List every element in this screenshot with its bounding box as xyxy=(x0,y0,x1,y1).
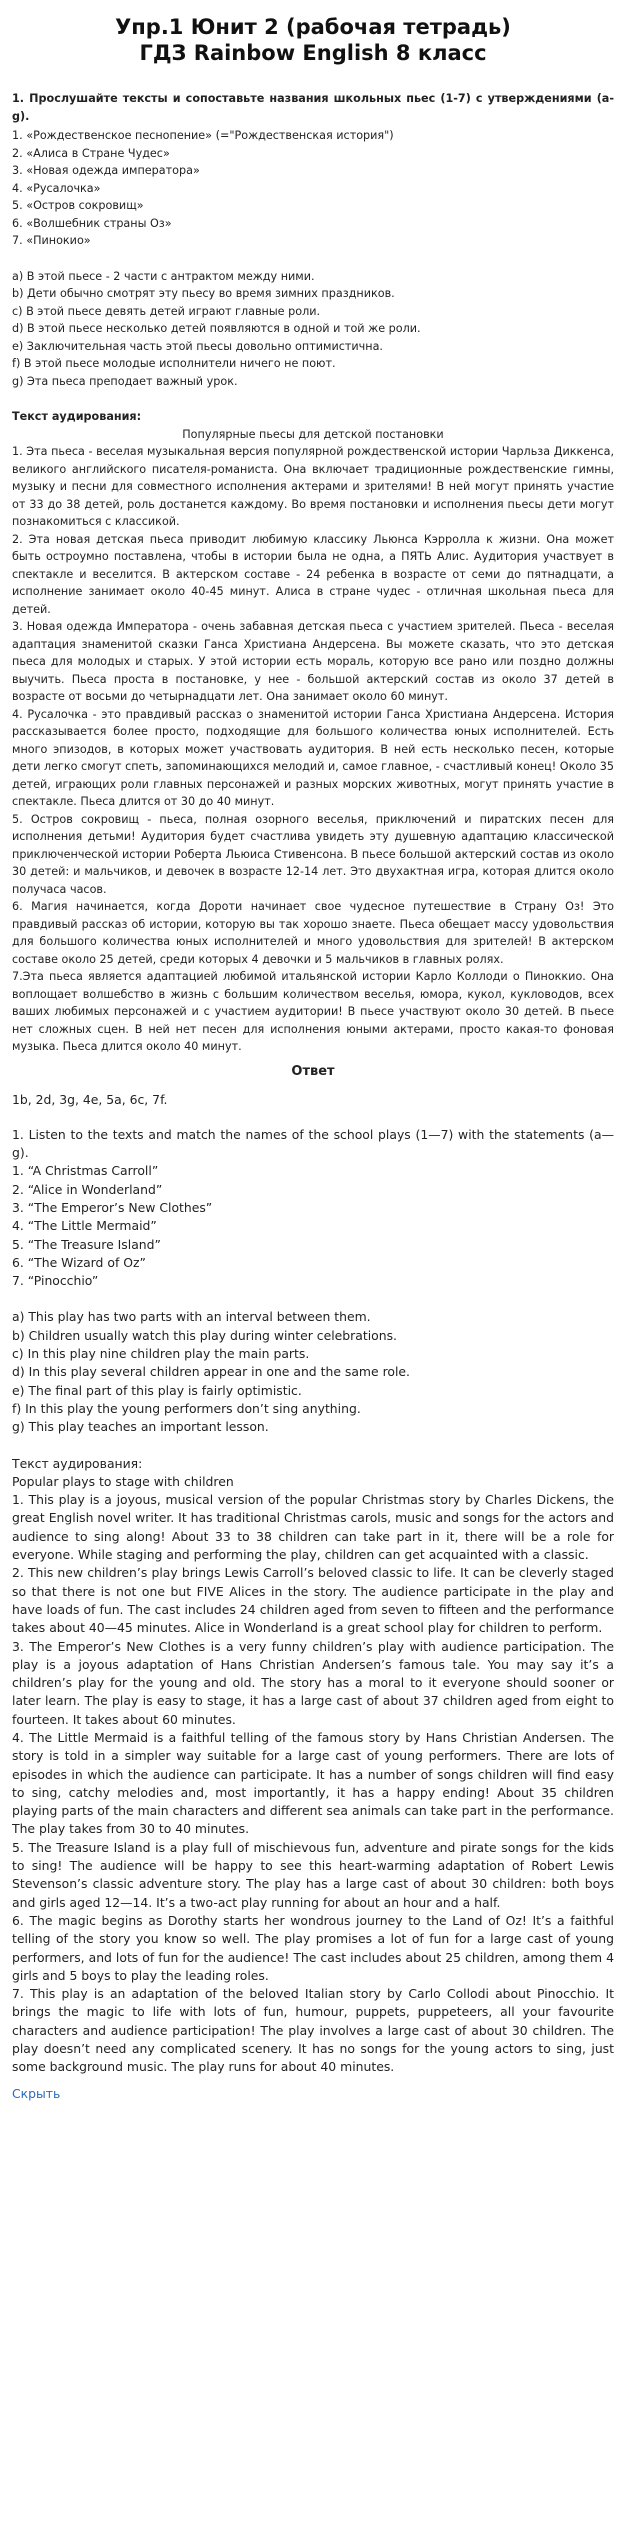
list-item: d) In this play several children appear in one and the same role. xyxy=(12,1364,410,1380)
statements-en-list xyxy=(12,1308,614,1436)
list-item: 7. “Pinocchio” xyxy=(12,1273,99,1289)
title-line-1: Упр.1 Юнит 2 (рабочая тетрадь) xyxy=(115,15,511,39)
list-item: 1. «Рождественское песнопение» (="Рождественская история") xyxy=(12,129,394,142)
statements-ru-list xyxy=(12,268,614,391)
listening-ru-heading: Текст аудирования: xyxy=(12,410,142,423)
list-item: 2. “Alice in Wonderland” xyxy=(12,1181,163,1197)
list-item: 4. «Русалочка» xyxy=(12,181,101,195)
paragraph: 1. Эта пьеса - веселая музыкальная версия популярной рождественской истории Чарльза Диккенса, великого английского писателя-романиста. Она включает традиционные рождественские гимны, музыку и песни для совместного исполнения актерами и зрителями! В ней могут принять участие от 33 до 38 детей, роль достанется каждому. Во время постановки и исполнения пьесы дети могут познакомиться с классикой. xyxy=(12,445,614,528)
list-item: 1. “A Christmas Carroll” xyxy=(12,1163,159,1179)
listening-ru-text xyxy=(12,443,614,1056)
list-item: d) В этой пьесе несколько детей появляются в одной и той же роли. xyxy=(12,322,421,335)
paragraph: 2. This new children’s play brings Lewis Carroll’s beloved classic to life. It can be cleverly staged so that there is not one but FIVE Alices in the story. The audience participate in the play and have loads of fun. The cast includes 24 children aged from seven to fifteen and the performance takes about 40—45 minutes. Alice in Wonderland is a great school play for children to perform. xyxy=(12,1565,614,1636)
paragraph: 7.Эта пьеса является адаптацией любимой итальянской истории Карло Коллоди о Пиноккио. Она воплощает волшебство в жизнь с большим количеством веселья, юмора, кукол, кукловодов, всех ваших любимых персонажей и с участием аудитории! В пьесе участвуют около 30 детей. В пьесе нет сложных сцен. В ней нет песен для исполнения юными актерами, просто какая-то фоновая музыка. Пьеса длится около 40 минут. xyxy=(12,970,614,1053)
task-ru xyxy=(12,90,614,125)
list-item: 6. «Волшебник страны Оз» xyxy=(12,216,172,230)
list-item: f) В этой пьесе молодые исполнители ничего не поют. xyxy=(12,357,336,370)
list-item: b) Children usually watch this play during winter celebrations. xyxy=(12,1327,397,1343)
paragraph: 5. Остров сокровищ - пьеса, полная озорного веселья, приключений и пиратских песен для исполнения детьми! Аудитория будет счастлива увидеть эту душевную адаптацию классической приключенческой истории Роберта Льюиса Стивенсона. В пьесе большой актерский состав из около 30 детей: и мальчиков, и девочек в возрасте 12-14 лет. Это двухактная игра, которая длится около получаса часов. xyxy=(12,812,614,896)
list-item: g) This play teaches an important lesson. xyxy=(12,1419,269,1435)
paragraph: 4. The Little Mermaid is a faithful telling of the famous story by Hans Christian Andersen. The story is told in a simpler way suitable for a large cast of young performers. There are lots of episodes in which the audience can participate. It has a number of songs children will find easy to sing, catchy melodies and, most importantly, it has a happy ending! About 35 children playing parts of the main characters and different sea animals can take part in the performance. The play takes from 30 to 40 minutes. xyxy=(12,1730,614,1837)
page xyxy=(12,0,614,2103)
list-item: c) В этой пьесе девять детей играют главные роли. xyxy=(12,304,321,318)
list-item: 2. «Алиса в Стране Чудес» xyxy=(12,146,170,160)
list-item: g) Эта пьеса преподает важный урок. xyxy=(12,374,238,388)
task-en: 1. Listen to the texts and match the names of the school plays (1—7) with the statements (a—g). xyxy=(12,1126,614,1161)
plays-ru-list xyxy=(12,127,614,250)
list-item: 7. «Пинокио» xyxy=(12,234,91,247)
listening-en-heading: Текст аудирования: xyxy=(12,1455,143,1471)
list-item: b) Дети обычно смотрят эту пьесу во время зимних праздников. xyxy=(12,287,395,300)
list-item: f) In this play the young performers don’t sing anything. xyxy=(12,1400,361,1416)
answer-text: 1b, 2d, 3g, 4e, 5a, 6c, 7f. xyxy=(12,1091,168,1107)
hide-link[interactable]: Скрыть xyxy=(12,2085,61,2101)
paragraph: 7. This play is an adaptation of the beloved Italian story by Carlo Collodi about Pinocchio. It brings the magic to life with lots of fun, humour, puppets, puppeteers, all your favourite characters and audience participation! The play involves a large cast of about 30 children. The play doesn’t need any complicated scenery. It has no songs for the young actors to sing, just some background music. The play runs for about 40 minutes. xyxy=(12,1986,614,2075)
title-line-2: ГДЗ Rainbow English 8 класс xyxy=(139,41,487,65)
paragraph: 4. Русалочка - это правдивый рассказ о знаменитой истории Ганса Христиана Андерсена. История рассказывается более просто, подходящие для большого количества юных исполнителей. Есть много эпизодов, в которых может участвовать аудитория. В ней есть несколько песен, которые дети легко смогут спеть, запоминающихся мелодий и, самое главное, - счастливый конец! Около 35 детей, играющих роли главных персонажей и разных морских животных, могут принять участие в спектакле. Пьеса длится от 30 до 40 минут. xyxy=(12,707,614,808)
list-item: a) В этой пьесе - 2 части с антрактом между ними. xyxy=(12,269,315,283)
paragraph: 2. Эта новая детская пьеса приводит любимую классику Льюнса Кэрролла к жизни. Она может быть остроумно поставлена, чтобы в истории была не одна, а ПЯТЬ Алис. Аудитория участвует в спектакле и веселится. В актерском составе - 24 ребенка в возрасте от семи до пятнадцати, а исполнение занимает около 40-45 минут. Алиса в стране чудес - отличная школьная пьеса для детей. xyxy=(12,532,614,616)
list-item: 6. “The Wizard of Oz” xyxy=(12,1254,146,1270)
list-item: 3. “The Emperor’s New Clothes” xyxy=(12,1199,213,1215)
paragraph: 3. The Emperor’s New Clothes is a very funny children’s play with audience participation. The play is a joyous adaptation of Hans Christian Andersen’s famous tale. You may say it’s a children’s play for the young and old. The story has a moral to it everyone should sooner or later learn. The play is easy to stage, it has a large cast of about 37 children aged from eight to fourteen. It takes about 60 minutes. xyxy=(12,1638,614,1727)
paragraph: 6. The magic begins as Dorothy starts her wondrous journey to the Land of Oz! It’s a faithful telling of the story you know so well. The play promises a lot of fun for a large cast of young performers, and lots of fun for the audience! The cast includes about 25 children, among them 4 girls and 5 boys to play the leading roles. xyxy=(12,1912,614,1983)
list-item: e) The final part of this play is fairly optimistic. xyxy=(12,1382,302,1398)
list-item: 5. «Остров сокровищ» xyxy=(12,199,144,212)
listening-en-subtitle: Popular plays to stage with children xyxy=(12,1473,234,1489)
list-item: c) In this play nine children play the main parts. xyxy=(12,1346,310,1362)
paragraph: 5. The Treasure Island is a play full of mischievous fun, adventure and pirate songs for the kids to sing! The audience will be happy to see this heart-warming adaptation of Robert Lewis Stevenson’s classic adventure story. The play has a large cast of about 30 children: both boys and girls aged 12—14. It’s a two-act play running for about an hour and a half. xyxy=(12,1839,614,1910)
list-item: e) Заключительная часть этой пьесы довольно оптимистична. xyxy=(12,339,383,353)
task-ru-bold: 1. Прослушайте тексты и сопоставьте названия школьных пьес (1-7) с утверждениями (a-g). xyxy=(12,92,614,123)
list-item: 5. “The Treasure Island” xyxy=(12,1236,161,1252)
listening-ru-subtitle: Популярные пьесы для детской постановки xyxy=(182,427,444,441)
list-item: a) This play has two parts with an interval between them. xyxy=(12,1309,371,1325)
paragraph: 3. Новая одежда Императора - очень забавная детская пьеса с участием зрителей. Пьеса - веселая адаптация знаменитой сказки Ганса Христиана Андерсена. Вы можете сказать, что это детская пьеса для молодых и старых. У этой истории есть мораль, которую все рано или поздно должны выучить. Пьеса проста в постановке, у нее - большой актерский состав из около 37 детей в возрасте от восьми до четырнадцати лет. Она занимает около 60 минут. xyxy=(12,620,614,703)
paragraph: 6. Магия начинается, когда Дороти начинает свое чудесное путешествие в Страну Оз! Это правдивый рассказ об истории, которую вы так хорошо знаете. Пьеса обещает массу удовольствия для большого количества юных исполнителей и много удовольствия для зрителей! В актерском составе около 25 детей, среди которых 4 девочки и 5 мальчиков в главных ролях. xyxy=(12,900,614,966)
plays-en-list xyxy=(12,1162,614,1290)
page-title xyxy=(12,14,614,66)
list-item: 3. «Новая одежда императора» xyxy=(12,164,200,177)
paragraph: 1. This play is a joyous, musical version of the popular Christmas story by Charles Dickens, the great English novel writer. It has traditional Christmas carols, music and songs for the actors and audience to sing along! About 33 to 38 children can take part in it, there will be a role for everyone. While staging and performing the play, children can get acquainted with a classic. xyxy=(12,1492,614,1563)
answer-title: Ответ xyxy=(291,1063,335,1079)
list-item: 4. “The Little Mermaid” xyxy=(12,1218,157,1234)
listening-en-text xyxy=(12,1491,614,2077)
